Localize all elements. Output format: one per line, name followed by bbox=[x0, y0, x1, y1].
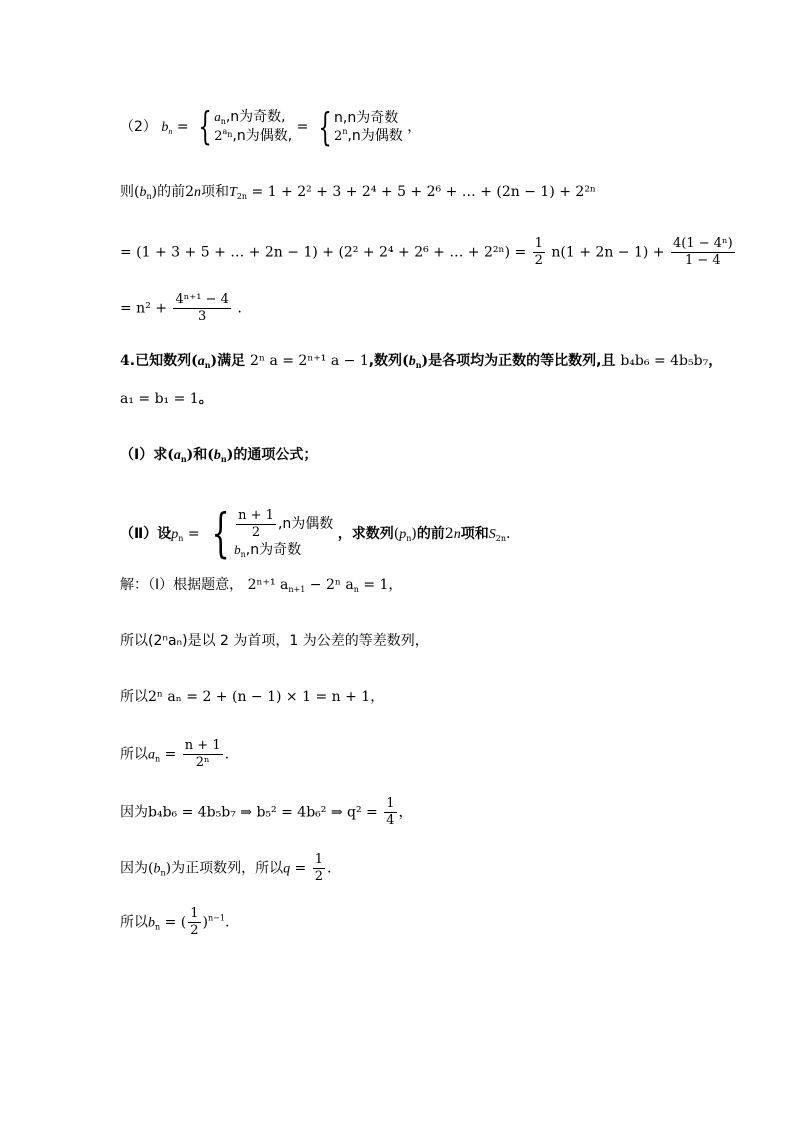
problem-4-initial: a₁ = b₁ = 1。 bbox=[120, 391, 213, 407]
solution-line-2: 所以(2ⁿaₙ)是以 2 为首项，1 为公差的等差数列， bbox=[120, 633, 429, 649]
case-row: n,n为奇数 bbox=[334, 109, 399, 126]
piecewise-p bbox=[204, 504, 334, 564]
solution-line-4: 所以$a_n$ = $\frac{n + 1}{\text{2ⁿ}}$ . bbox=[120, 738, 230, 770]
case-row: $b_n,n$为奇数 bbox=[234, 542, 302, 559]
b-n: $b_n$ bbox=[161, 120, 173, 136]
case-row: 2$^n$,n为偶数 bbox=[334, 126, 403, 144]
question-1: （Ⅰ）求$(a_n)$和$(b_n)$的通项公式； bbox=[120, 447, 318, 464]
solution-line-7: 所以$b_n$ = ( $\frac{1}{2}$ )$^{n-1}$. bbox=[120, 906, 230, 938]
fraction-half: $\frac{1}{2}$ bbox=[534, 236, 543, 268]
piecewise-2 bbox=[313, 104, 403, 149]
left-brace: { bbox=[211, 504, 230, 564]
part2-line: （2） $b_n$ = { $a_n,n$为奇数, $2^{a_n},n$为偶数, = { n,n为奇数 2$^n$,n为偶数 ， bbox=[120, 104, 422, 149]
fraction-geometric: $\frac{\text{4(1 − 4ⁿ)}}{1 - 4}$ bbox=[672, 236, 733, 268]
solution-line-6: 因为$(b_n)$为正项数列，所以q = $\frac{1}{2}$ . bbox=[120, 852, 332, 884]
left-brace: { bbox=[318, 104, 332, 149]
solution-line-3: 所以2ⁿ aₙ = 2 + (n − 1) × 1 = n + 1， bbox=[120, 689, 385, 705]
solution-line-5: 因为b₄b₆ = 4b₅b₇ ⇒ b₅² = 4b₆² ⇒ q² = $\frac{1}{4}$ ， bbox=[120, 796, 413, 828]
fraction-result: $\frac{\text{4ⁿ⁺¹ − 4}}{3}$ bbox=[175, 292, 229, 324]
sum-expansion: = (1 + 3 + 5 + … + 2n − 1) + (2² + 2⁴ + 2⁶ + … + 2²ⁿ) = $\frac{1}{2}$ n(1 + 2n − 1) + $\frac{\text{4(1 − 4ⁿ)}}{1 - 4}$ bbox=[120, 236, 733, 268]
piecewise-1 bbox=[193, 104, 293, 148]
sum-result: = n² + $\frac{\text{4ⁿ⁺¹ − 4}}{3}$ . bbox=[120, 292, 242, 324]
problem-4-statement: 4.已知数列$(a_n)$满足 2ⁿ a = 2ⁿ⁺¹ a − 1,数列$(b_n)$是各项均为正数的等比数列,且 b₄b₆ = 4b₅b₇， bbox=[120, 353, 723, 370]
solution-line-1: 解：（Ⅰ）根据题意， 2ⁿ⁺¹ $a_{n+1} - 2^n$ $a_n = 1$， bbox=[120, 577, 403, 594]
sum-line: 则$(b_n)$的前2n项和$T_{2n} = 1 + 2^2 + 3 + 2^4 + 5 + 2^6$ + … + (2n − 1) + 2²ⁿ bbox=[120, 184, 596, 201]
part2-label: （2） bbox=[120, 119, 157, 135]
left-brace: { bbox=[198, 104, 212, 148]
case-row: $a_n,n$为奇数, bbox=[214, 109, 286, 126]
case-row: $2^{a_n},n$为偶数, bbox=[214, 127, 293, 144]
sum-expr: = 1 + 2² + 3 + 2⁴ + 5 + 2⁶ + … + (2n − 1) + 2²ⁿ bbox=[251, 184, 596, 200]
case-row: $\frac{n + 1}{2}$ ,n为偶数 bbox=[238, 508, 334, 540]
question-2: （Ⅱ）设$p_n$ = { $\frac{n + 1}{2}$ ,n为偶数 $b_n,n$为奇数 ，求数列$(p_n)$的前2n项和$S_{2n}$. bbox=[120, 504, 511, 564]
